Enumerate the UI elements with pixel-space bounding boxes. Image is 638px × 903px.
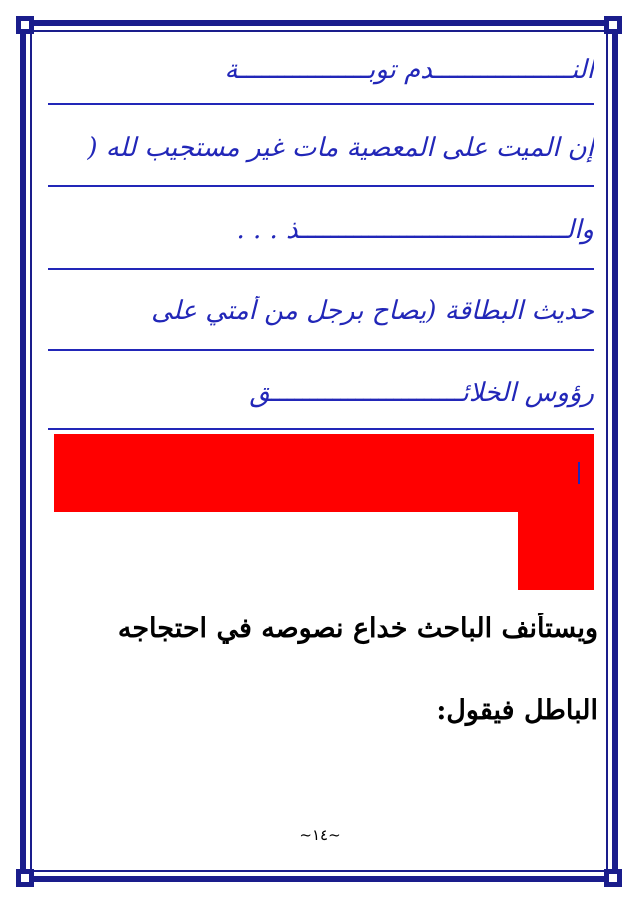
- heading-line-4: حديث البطاقة (يصاح برجل من أمتي على: [151, 296, 594, 326]
- underline-5: [48, 428, 594, 430]
- highlight-block-tail: [518, 512, 594, 590]
- page-number: ~١٤~: [299, 826, 341, 844]
- highlight-block: [54, 434, 594, 512]
- heading-line-2: إن الميت على المعصية مات غير مستجيب لله (: [87, 133, 594, 163]
- body-line-2: الباطل فيقول:: [436, 695, 598, 726]
- corner-ornament-top-left: [16, 16, 34, 34]
- body-line-1: ويستأنف الباحث خداع نصوصه في احتجاجه: [117, 613, 598, 644]
- underline-2: [48, 185, 594, 187]
- text-cursor: [578, 462, 580, 484]
- heading-line-3: والـــــــــــــــــــــــــــــــــــذ . . .: [236, 215, 594, 245]
- heading-line-1: النــــــــــــــــــدم توبـــــــــــــــــة: [224, 55, 594, 85]
- underline-3: [48, 268, 594, 270]
- underline-4: [48, 349, 594, 351]
- corner-ornament-bottom-left: [16, 869, 34, 887]
- underline-1: [48, 103, 594, 105]
- heading-line-5: رؤوس الخلائـــــــــــــــــــــــــق: [249, 378, 594, 408]
- corner-ornament-top-right: [604, 16, 622, 34]
- corner-ornament-bottom-right: [604, 869, 622, 887]
